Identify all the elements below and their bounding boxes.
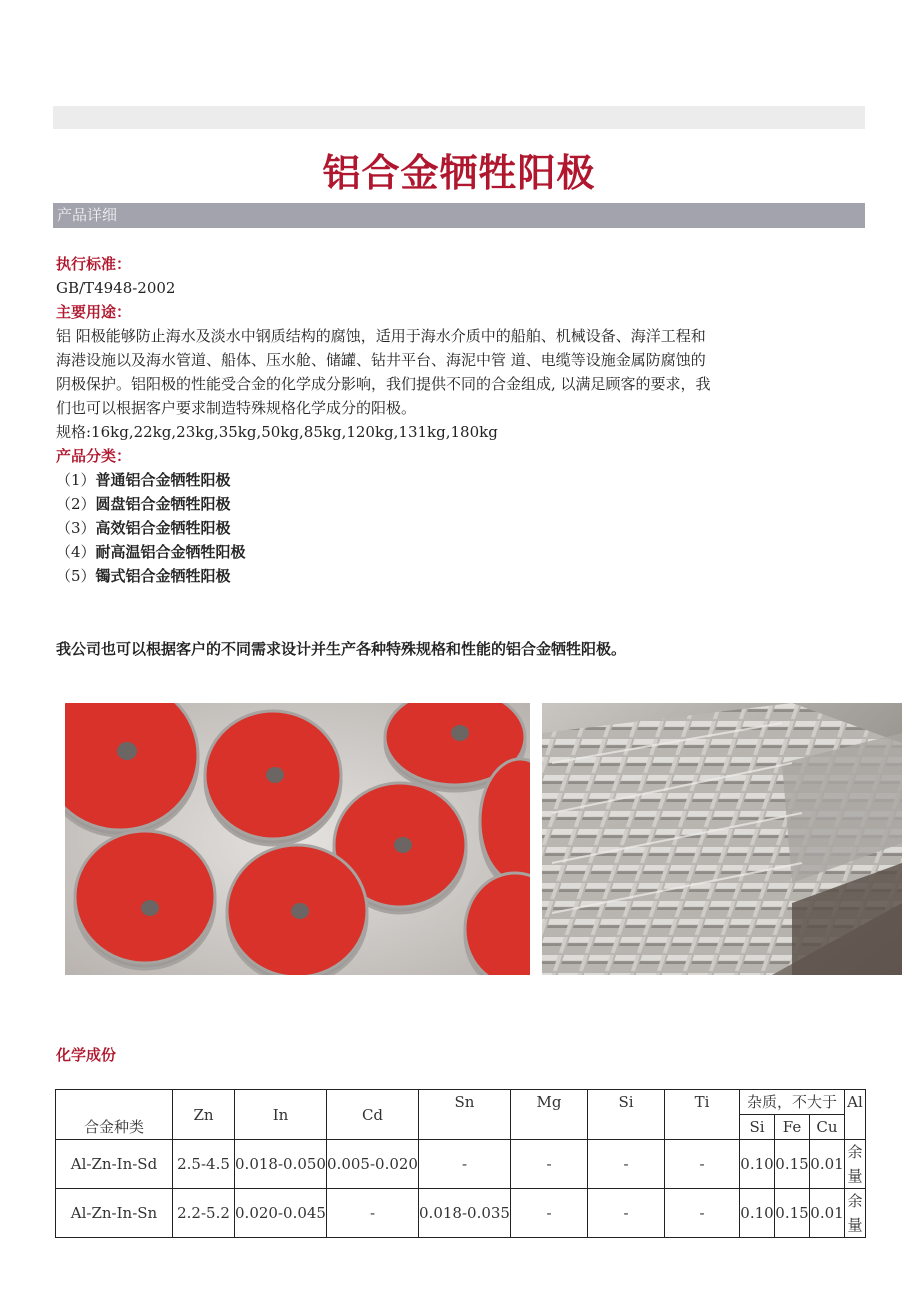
section-header-product-detail: 产品详细 [53,203,865,228]
header-al: Al [845,1090,866,1140]
stacked-anodes-photo [542,703,902,975]
page-title: 铝合金牺牲阳极 [322,151,596,195]
cell-impurity-fe: 0.15 [775,1140,810,1189]
cell-mg: - [511,1189,588,1238]
usage-line: 铝 阳极能够防止海水及淡水中钢质结构的腐蚀，适用于海水介质中的船舶、机械设备、海洋工程和 [56,327,706,345]
header-alloy: 合金种类 [56,1090,173,1140]
table-row [56,1140,866,1189]
cell-si: - [588,1189,665,1238]
cell-ti: - [665,1140,740,1189]
top-banner-bar [53,106,865,129]
header-impurity-fe: Fe [775,1115,810,1140]
classification-item: （2）圆盘铝合金牺牲阳极 [56,495,231,513]
header-in: In [235,1090,327,1140]
header-ti: Ti [665,1090,740,1140]
cell-impurity-cu: 0.01 [810,1189,845,1238]
chem-composition-title: 化学成份 [56,1046,117,1064]
cell-impurity-fe: 0.15 [775,1189,810,1238]
chem-composition-table [55,1089,866,1238]
cell-al: 余量 [845,1189,866,1238]
disc-anodes-photo [65,703,530,975]
cell-al: 余量 [845,1140,866,1189]
header-impurity: 杂质，不大于 [740,1090,845,1115]
classification-item: （1）普通铝合金牺牲阳极 [56,471,231,489]
usage-line: 阴极保护。铝阳极的性能受合金的化学成分影响，我们提供不同的合金组成, 以满足顾客的要求，我 [56,375,711,393]
standard-value: GB/T4948-2002 [56,279,176,297]
cell-alloy: Al-Zn-In-Sd [56,1140,173,1189]
specs-line: 规格:16kg,22kg,23kg,35kg,50kg,85kg,120kg,131kg,180kg [56,423,498,441]
cell-sn: - [419,1140,511,1189]
table-row [56,1189,866,1238]
usage-label: 主要用途： [56,303,132,321]
classification-item: （5）镯式铝合金牺牲阳极 [56,567,231,585]
cell-impurity-cu: 0.01 [810,1140,845,1189]
classification-label: 产品分类： [56,447,132,465]
cell-alloy: Al-Zn-In-Sn [56,1189,173,1238]
disc-anode [205,711,341,845]
custom-manufacturing-note: 我公司也可以根据客户的不同需求设计并生产各种特殊规格和性能的铝合金牺牲阳极。 [56,640,627,658]
standard-label: 执行标准： [56,255,132,273]
cell-impurity-si: 0.10 [740,1140,775,1189]
usage-line: 们也可以根据客户要求制造特殊规格化学成分的阳极。 [56,399,417,417]
cell-ti: - [665,1189,740,1238]
cell-mg: - [511,1140,588,1189]
cell-zn: 2.5-4.5 [173,1140,235,1189]
cell-impurity-si: 0.10 [740,1189,775,1238]
header-zn: Zn [173,1090,235,1140]
usage-line: 海港设施以及海水管道、船体、压水舱、储罐、钻井平台、海泥中管 道、电缆等设施金属防腐蚀的 [56,351,706,369]
disc-anode [75,831,215,969]
cell-si: - [588,1140,665,1189]
header-impurity-si: Si [740,1115,775,1140]
cell-in: 0.018-0.050 [235,1140,327,1189]
product-description [56,252,868,588]
disc-anode [227,845,367,975]
header-cd: Cd [327,1090,419,1140]
cell-sn: 0.018-0.035 [419,1189,511,1238]
header-sn: Sn [419,1090,511,1140]
classification-item: （4）耐高温铝合金牺牲阳极 [56,543,246,561]
cell-in: 0.020-0.045 [235,1189,327,1238]
cell-cd: - [327,1189,419,1238]
header-si: Si [588,1090,665,1140]
header-impurity-cu: Cu [810,1115,845,1140]
cell-zn: 2.2-5.2 [173,1189,235,1238]
classification-item: （3）高效铝合金牺牲阳极 [56,519,231,537]
cell-cd: 0.005-0.020 [327,1140,419,1189]
header-mg: Mg [511,1090,588,1140]
